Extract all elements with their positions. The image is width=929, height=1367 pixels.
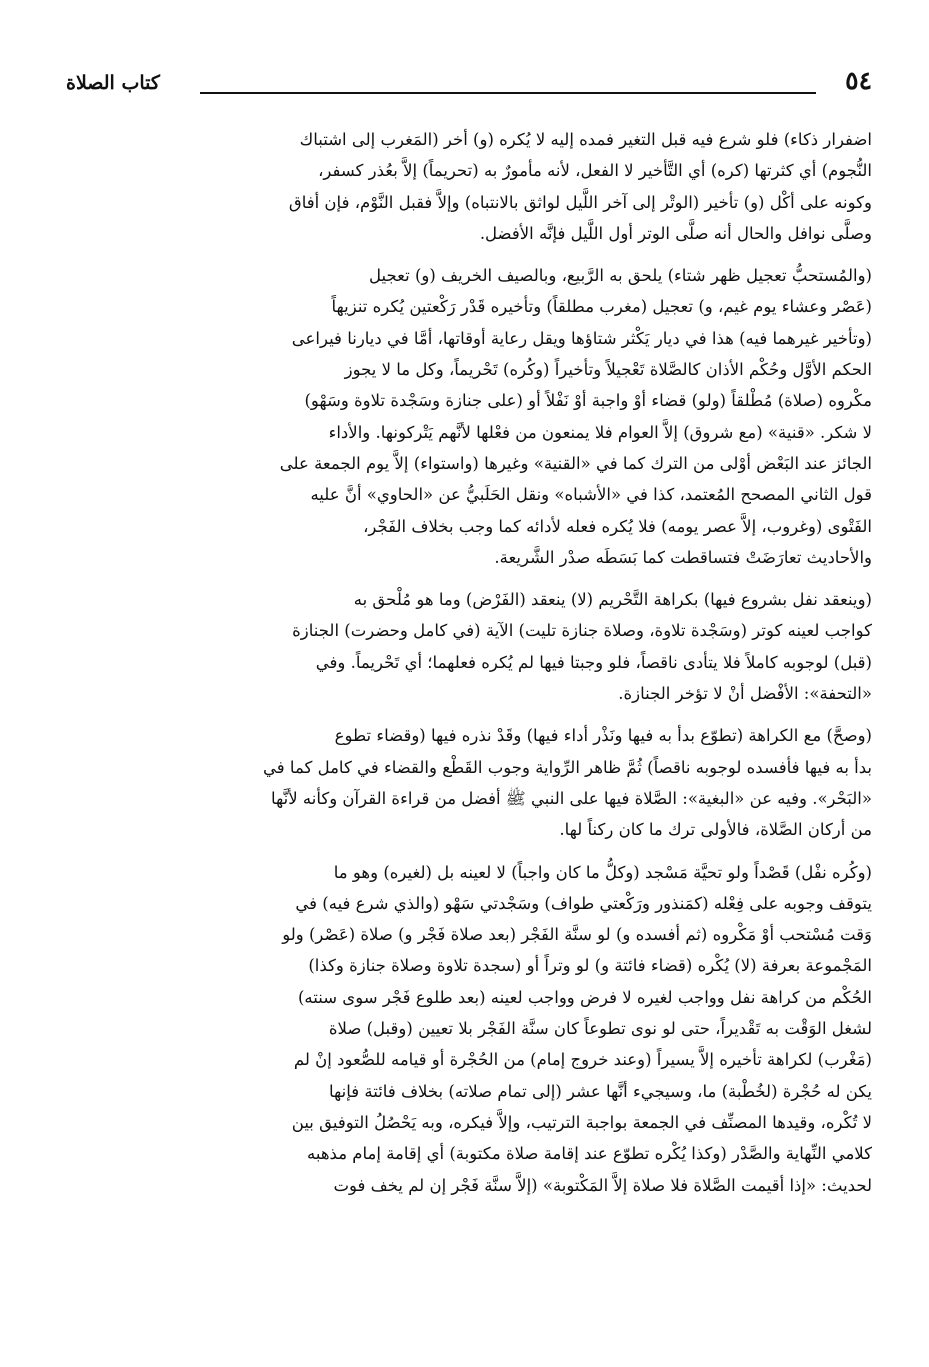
text-line: النُّجوم) أي كثرتها (كره) أي التَّأخير لا الفعل، لأنه مأمورٌ به (تحريماً) إلاَّ بعُذر كسفر، — [318, 161, 872, 181]
paragraph — [66, 720, 872, 845]
text-line: وكونه على أكْل (و) تأخير (الوتْر إلى آخر اللَّيل لواثق بالانتباه) وإلاَّ فقبل النَّوْم، فإن أفاق — [288, 192, 872, 212]
text-line: وصلَّى نوافل والحال أنه صلَّى الوتر أول اللَّيل فإنَّه الأفضل. — [479, 223, 872, 243]
text-line: (والمُستحبُّ تعجيل ظهر شتاء) يلحق به الرَّبيع، وبالصيف الخريف (و) تعجيل — [369, 266, 872, 286]
text-line: وَقت مُسْتحب أوْ مَكْروه (ثم أفسده و) لو سنَّة الفَجْر (بعد صلاة فَجْر و) صلاة (عَصْر) ولو — [282, 925, 872, 945]
text-line: «البَحْر». وفيه عن «البغية»: الصَّلاة فيها على النبي ﷺ أفضل من قراءة القرآن وكأنه لأنَّها — [271, 788, 872, 808]
page-number: ٥٤ — [845, 66, 872, 95]
text-line: الحكم الأوَّل وحُكْم الأذان كالصَّلاة تَعْجيلاً وتأخيراً (وكُره) تَحْريماً، وكل ما لا يجوز — [344, 360, 872, 380]
text-line: كلامي النِّهاية والصَّدْر (وكذا يُكْره تطوّع عند إقامة صلاة مكتوبة) أي إقامة إمام مذهبه — [307, 1144, 872, 1164]
text-line: (قبل) لوجوبه كاملاً فلا يتأدى ناقصاً، فلو وجبتا فيها لم يُكره فعلهما؛ أي تَحْريماً. وفي — [315, 652, 872, 672]
paragraph — [66, 260, 872, 573]
text-line: بدأ به فيها فأفسده لوجوبه ناقصاً) ثُمَّ ظاهر الرِّواية وجوب القَطْع والقضاء في كامل كما في — [263, 757, 872, 777]
text-line: (وتأخير غيرهما فيه) هذا في ديار يَكْثر شتاؤها ويقل رعاية أوقاتها، أمَّا في ديارنا فيراعى — [291, 328, 872, 348]
paragraph — [66, 124, 872, 249]
paragraph — [66, 857, 872, 1201]
text-line: كواجب لعينه كوتر (وسَجْدة تلاوة، وصلاة جنازة تليت) الآية (في كامل وحضرت) الجنازة — [292, 621, 872, 641]
header-rule — [200, 92, 816, 94]
text-line: (وصحَّ) مع الكراهة (تطوّع بدأ به فيها ونَذْر أداء فيها) وقَدْ نذره فيها (وقضاء تطوع — [334, 726, 872, 746]
text-line: لشغل الوَقْت به تَقْديراً، حتى لو نوى تطوعاً كان سنَّة الفَجْر بلا تعيين (وقبل) صلاة — [328, 1019, 872, 1039]
text-line: اضفرار ذكاء) فلو شرع فيه قبل التغير فمده إليه لا يُكره (و) أخر (المَغرب إلى اشتباك — [299, 130, 872, 149]
text-line: يتوقف وجوبه على فِعْله (كمَنذور ورَكْعتي طواف) وسَجْدتي سَهْو (والذي شرع فيه) في — [295, 893, 872, 913]
page-body — [66, 124, 872, 1212]
text-line: لا شكر. «قنية» (مع شروق) إلاَّ العوام فلا يمنعون من فعْلها لأنَّهم يَتْركونها. والأداء — [328, 422, 872, 442]
text-line: (عَصْر وعشاء يوم غيم، و) تعجيل (مغرب مطلقاً) وتأخيره قَدْر رَكْعتين يُكره تنزيهاً — [331, 297, 872, 317]
text-line: «التحفة»: الأفْضل أنْ لا تؤخر الجنازة. — [618, 684, 872, 704]
text-line: المَجْموعة بعرفة (لا) يُكْره (قضاء فائتة و) لو وتراً أو (سجدة تلاوة وصلاة جنازة وكذا) — [308, 956, 872, 976]
text-line: الحُكْم من كراهة نفل وواجب لغيره لا فرض وواجب لعينه (بعد طلوع فَجْر سوى سنته) — [298, 987, 872, 1007]
text-line: لا تُكْره، وقيدها المصنِّف في الجمعة بواجبة الترتيب، وإلاَّ فيكره، وبه يَحْصُلُ التوفيق بين — [291, 1112, 872, 1132]
text-line: الفَتْوى (وغروب، إلاَّ عصر يومه) فلا يُكره فعله لأدائه كما وجب بخلاف الفَجْر، — [363, 516, 872, 536]
paragraph — [66, 584, 872, 709]
page-header — [66, 62, 872, 106]
text-line: الجائز عند البَعْض أوْلى من الترك كما في «القنية» وغيرها (واستواء) إلاَّ يوم الجمعة على — [279, 453, 872, 473]
text-line: والأحاديث تعارَضَتْ فتساقطت كما بَسَطَه صدْر الشَّريعة. — [494, 547, 872, 567]
document-page — [66, 62, 872, 1352]
text-line: (وكُره نفْل) قَصْداً ولو تحيَّة مَسْجد (وكلُّ ما كان واجباً) لا لعينه بل (لغيره) وهو ما — [333, 862, 872, 882]
text-line: قول الثاني المصحح المُعتمد، كذا في «الأشباه» ونقل الحَلَبيُّ عن «الحاوي» أنَّ عليه — [310, 485, 872, 505]
running-title: كتاب الصلاة — [66, 72, 160, 94]
text-line: من أركان الصَّلاة، فالأولى ترك ما كان ركناً لها. — [559, 820, 872, 840]
text-line: (وينعقد نفل بشروع فيها) بكراهة التَّحْريم (لا) ينعقد (الفَرْض) وما هو مُلْحق به — [353, 590, 872, 610]
text-line: مكْروه (صلاة) مُطْلقاً (ولو) قضاء أوْ واجبة أوْ نَفْلاً أو (على جنازة وسَجْدة تلاوة وسَهْو) — [304, 391, 872, 411]
text-line: يكن له حُجْرة (لخُطْبة) ما، وسيجيء أنَّها عشر (إلى تمام صلاته) بخلاف فائتة فإنها — [328, 1081, 872, 1101]
text-line: (مَغْرب) لكراهة تأخيره إلاَّ يسيراً (وعند خروج إمام) من الحُجْرة أو قيامه للصُّعود إنْ لم — [293, 1050, 872, 1070]
text-line: لحديث: «إذا أقيمت الصَّلاة فلا صلاة إلاَّ المَكْتوبة» (إلاَّ سنَّة فَجْر إن لم يخف فوت — [333, 1175, 872, 1195]
